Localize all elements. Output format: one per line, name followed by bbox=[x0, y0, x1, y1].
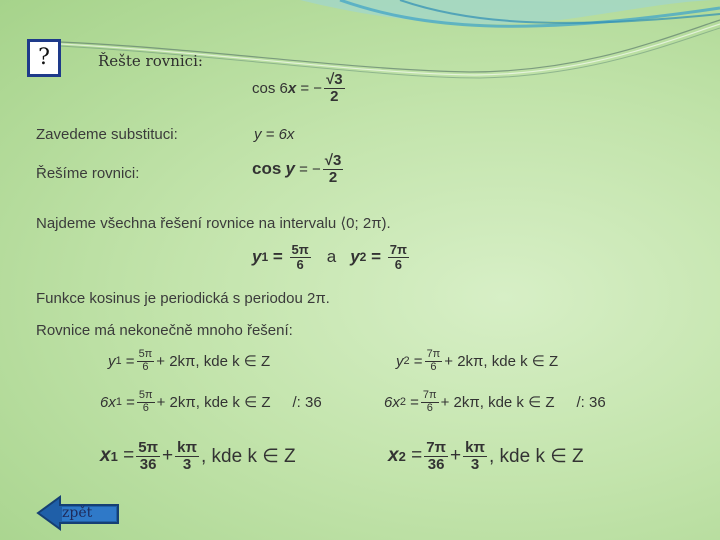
interval-text: Najdeme všechna řešení rovnice na intervalu ⟨0; 2π). bbox=[36, 215, 391, 232]
question-icon: ? bbox=[27, 39, 61, 77]
general-solution-y2: y 2 = $\frac{7\pi}{6}$ + 2kπ, kde k ∈ Z bbox=[396, 348, 559, 373]
substitution-label: Zavedeme substituci: bbox=[36, 126, 178, 143]
solve-label: Řešíme rovnici: bbox=[36, 165, 140, 182]
solve-equation: cos y = − $\frac{√3}{2}$ bbox=[252, 152, 342, 186]
base-solutions: y 1 = $\frac{5\pi}{6}$ a y 2 = $\frac{7\pi}{6}$ bbox=[252, 242, 407, 272]
final-solution-x1: x 1 = $\frac{5\pi}{36}$ + $\frac{k\pi}{3}$ , kde k ∈ Z bbox=[100, 439, 296, 473]
general-solution-y1: y 1 = $\frac{5\pi}{6}$ + 2kπ, kde k ∈ Z bbox=[108, 348, 271, 373]
back-button-label[interactable]: zpět bbox=[62, 505, 93, 521]
periodic-text: Funkce kosinus je periodická s periodou 2π. bbox=[36, 290, 330, 307]
substitution-expr: y = 6x bbox=[254, 126, 295, 143]
main-equation: cos 6 x = − $\frac{√3}{2}$ bbox=[252, 71, 343, 105]
general-solution-6x2: 6x 2 = $\frac{7\pi}{6}$ + 2kπ, kde k ∈ Z /: 36 bbox=[384, 389, 606, 414]
final-solution-x2: x 2 = $\frac{7\pi}{36}$ + $\frac{k\pi}{3}$ , kde k ∈ Z bbox=[388, 439, 584, 473]
page-title: Řešte rovnici: bbox=[98, 52, 203, 70]
infinite-text: Rovnice má nekonečně mnoho řešení: bbox=[36, 322, 293, 339]
general-solution-6x1: 6x 1 = $\frac{5\pi}{6}$ + 2kπ, kde k ∈ Z /: 36 bbox=[100, 389, 322, 414]
